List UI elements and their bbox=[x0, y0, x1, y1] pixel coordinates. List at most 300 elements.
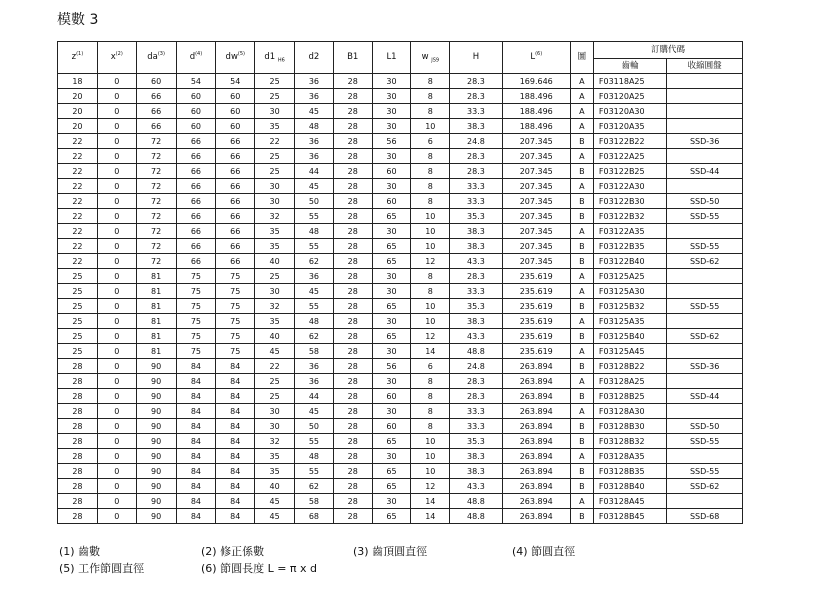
table-cell: 263.894 bbox=[502, 359, 570, 374]
table-row bbox=[58, 104, 743, 119]
table-cell: 33.3 bbox=[450, 404, 502, 419]
col-header-d: $d^{(4)}$ bbox=[176, 42, 216, 74]
table-cell: 84 bbox=[216, 464, 255, 479]
table-cell: 235.619 bbox=[502, 344, 570, 359]
table-cell: 66 bbox=[216, 134, 255, 149]
table-cell: B bbox=[570, 209, 593, 224]
table-cell: 65 bbox=[372, 434, 411, 449]
table-cell: 235.619 bbox=[502, 299, 570, 314]
table-row bbox=[58, 434, 743, 449]
table-cell: 0 bbox=[97, 449, 136, 464]
table-cell: 66 bbox=[176, 179, 216, 194]
table-row bbox=[58, 374, 743, 389]
table-cell: 84 bbox=[216, 509, 255, 524]
table-cell: A bbox=[570, 89, 593, 104]
table-row bbox=[58, 449, 743, 464]
table-cell: F03125B40 bbox=[593, 329, 666, 344]
table-cell: 0 bbox=[97, 74, 136, 89]
table-cell: 38.3 bbox=[450, 464, 502, 479]
table-cell: 8 bbox=[411, 104, 450, 119]
table-cell: 90 bbox=[136, 359, 176, 374]
table-cell: 60 bbox=[136, 74, 176, 89]
table-cell: 48.8 bbox=[450, 344, 502, 359]
table-row bbox=[58, 509, 743, 524]
table-cell: 263.894 bbox=[502, 479, 570, 494]
table-cell: 235.619 bbox=[502, 314, 570, 329]
table-cell: 0 bbox=[97, 269, 136, 284]
table-cell: 90 bbox=[136, 509, 176, 524]
table-cell: 66 bbox=[176, 194, 216, 209]
table-cell: F03120A25 bbox=[593, 89, 666, 104]
table-cell: B bbox=[570, 509, 593, 524]
table-row bbox=[58, 149, 743, 164]
table-cell: 84 bbox=[216, 419, 255, 434]
table-cell: 84 bbox=[176, 449, 216, 464]
table-cell: 25 bbox=[58, 329, 98, 344]
table-cell: 38.3 bbox=[450, 314, 502, 329]
table-row bbox=[58, 314, 743, 329]
table-cell: 22 bbox=[58, 224, 98, 239]
table-cell: 36 bbox=[295, 149, 334, 164]
footnote-6: (6) 節圓長度 L = π x d bbox=[201, 562, 318, 575]
table-cell: A bbox=[570, 149, 593, 164]
table-cell: 66 bbox=[216, 239, 255, 254]
table-cell: A bbox=[570, 74, 593, 89]
table-cell: 38.3 bbox=[450, 449, 502, 464]
table-cell: 55 bbox=[295, 434, 334, 449]
table-cell: SSD-68 bbox=[667, 509, 743, 524]
table-cell: 28 bbox=[333, 239, 372, 254]
table-cell: SSD-55 bbox=[667, 239, 743, 254]
table-cell: 8 bbox=[411, 284, 450, 299]
table-row bbox=[58, 419, 743, 434]
footnote-1: (1) 齒數 bbox=[59, 545, 101, 558]
col-header-d1: d1 $_{H6}$ bbox=[255, 42, 295, 74]
table-cell: 14 bbox=[411, 509, 450, 524]
table-cell: 45 bbox=[295, 404, 334, 419]
table-cell: 72 bbox=[136, 194, 176, 209]
table-cell: 66 bbox=[216, 164, 255, 179]
table-cell: 28.3 bbox=[450, 389, 502, 404]
table-cell: 25 bbox=[255, 89, 295, 104]
table-cell bbox=[667, 344, 743, 359]
table-cell: 0 bbox=[97, 119, 136, 134]
table-cell bbox=[667, 179, 743, 194]
table-cell: 0 bbox=[97, 179, 136, 194]
table-cell: 28 bbox=[58, 509, 98, 524]
table-cell: 60 bbox=[176, 119, 216, 134]
table-row bbox=[58, 344, 743, 359]
col-header-x: $x^{(2)}$ bbox=[97, 42, 136, 74]
table-cell: B bbox=[570, 434, 593, 449]
table-cell: 30 bbox=[255, 404, 295, 419]
table-cell: F03122B40 bbox=[593, 254, 666, 269]
table-cell: 28 bbox=[333, 254, 372, 269]
table-cell: 84 bbox=[176, 359, 216, 374]
table-cell: 48.8 bbox=[450, 509, 502, 524]
table-cell: 0 bbox=[97, 239, 136, 254]
table-cell: 14 bbox=[411, 494, 450, 509]
table-cell: 84 bbox=[176, 464, 216, 479]
table-cell: 188.496 bbox=[502, 89, 570, 104]
table-cell: 60 bbox=[372, 194, 411, 209]
table-cell: 28 bbox=[58, 389, 98, 404]
table-row bbox=[58, 284, 743, 299]
table-cell: 0 bbox=[97, 494, 136, 509]
table-cell: A bbox=[570, 449, 593, 464]
table-cell: 66 bbox=[136, 104, 176, 119]
table-cell: 30 bbox=[372, 344, 411, 359]
table-cell: 60 bbox=[176, 104, 216, 119]
table-cell: 38.3 bbox=[450, 119, 502, 134]
table-cell: SSD-55 bbox=[667, 299, 743, 314]
table-cell: 90 bbox=[136, 464, 176, 479]
table-cell: 207.345 bbox=[502, 179, 570, 194]
table-cell: 263.894 bbox=[502, 464, 570, 479]
table-cell bbox=[667, 74, 743, 89]
table-cell: 28 bbox=[58, 359, 98, 374]
table-row bbox=[58, 194, 743, 209]
table-cell: 90 bbox=[136, 404, 176, 419]
table-cell: F03122B32 bbox=[593, 209, 666, 224]
table-cell: 65 bbox=[372, 509, 411, 524]
table-cell: 36 bbox=[295, 134, 334, 149]
table-cell: 40 bbox=[255, 329, 295, 344]
table-cell: 8 bbox=[411, 389, 450, 404]
table-cell: 235.619 bbox=[502, 269, 570, 284]
table-cell: 25 bbox=[255, 149, 295, 164]
table-cell: F03128B25 bbox=[593, 389, 666, 404]
table-cell: 28.3 bbox=[450, 89, 502, 104]
table-cell: 0 bbox=[97, 464, 136, 479]
table-cell: 0 bbox=[97, 359, 136, 374]
table-row bbox=[58, 329, 743, 344]
table-cell: 8 bbox=[411, 269, 450, 284]
table-cell: 84 bbox=[216, 494, 255, 509]
table-cell: 48 bbox=[295, 224, 334, 239]
table-row bbox=[58, 359, 743, 374]
col-header-l1: L1 bbox=[372, 42, 411, 74]
col-header-b1: B1 bbox=[333, 42, 372, 74]
table-row bbox=[58, 209, 743, 224]
table-cell: 65 bbox=[372, 464, 411, 479]
table-cell: 28 bbox=[333, 464, 372, 479]
table-cell: 33.3 bbox=[450, 284, 502, 299]
table-cell: 84 bbox=[216, 434, 255, 449]
table-cell: 36 bbox=[295, 374, 334, 389]
table-cell: 75 bbox=[216, 269, 255, 284]
table-cell: 66 bbox=[216, 149, 255, 164]
table-cell: 30 bbox=[372, 89, 411, 104]
table-cell bbox=[667, 374, 743, 389]
table-cell: 66 bbox=[216, 194, 255, 209]
table-cell: 8 bbox=[411, 149, 450, 164]
table-row bbox=[58, 74, 743, 89]
table-row bbox=[58, 299, 743, 314]
table-cell: 60 bbox=[216, 104, 255, 119]
table-cell: 62 bbox=[295, 329, 334, 344]
table-cell bbox=[667, 104, 743, 119]
table-cell: 66 bbox=[216, 254, 255, 269]
table-cell: F03128B40 bbox=[593, 479, 666, 494]
table-cell: 10 bbox=[411, 299, 450, 314]
table-cell bbox=[667, 149, 743, 164]
table-cell: 60 bbox=[372, 389, 411, 404]
table-cell: 207.345 bbox=[502, 194, 570, 209]
table-cell: 66 bbox=[216, 209, 255, 224]
table-cell: 25 bbox=[255, 269, 295, 284]
table-cell: 65 bbox=[372, 329, 411, 344]
col-header-l: $L^{(6)}$ bbox=[502, 42, 570, 74]
table-cell: 38.3 bbox=[450, 239, 502, 254]
table-cell: 44 bbox=[295, 164, 334, 179]
table-cell: 58 bbox=[295, 344, 334, 359]
table-cell bbox=[667, 119, 743, 134]
table-row bbox=[58, 269, 743, 284]
table-cell: 48 bbox=[295, 119, 334, 134]
table-cell: 75 bbox=[216, 284, 255, 299]
table-cell: 10 bbox=[411, 464, 450, 479]
table-cell: F03128B30 bbox=[593, 419, 666, 434]
table-cell: 54 bbox=[216, 74, 255, 89]
table-cell: 75 bbox=[176, 269, 216, 284]
table-cell: 10 bbox=[411, 119, 450, 134]
table-cell: 84 bbox=[176, 389, 216, 404]
col-header-da: $da^{(3)}$ bbox=[136, 42, 176, 74]
table-cell: 60 bbox=[216, 89, 255, 104]
table-cell: 81 bbox=[136, 299, 176, 314]
table-cell: 66 bbox=[176, 149, 216, 164]
table-cell: SSD-55 bbox=[667, 209, 743, 224]
table-cell: 84 bbox=[216, 479, 255, 494]
table-cell: 8 bbox=[411, 74, 450, 89]
col-header-d2: d2 bbox=[295, 42, 334, 74]
table-cell: 8 bbox=[411, 194, 450, 209]
footnote-2: (2) 修正係數 bbox=[201, 545, 265, 558]
table-cell: SSD-50 bbox=[667, 194, 743, 209]
page-title: 模數 3 bbox=[57, 12, 99, 28]
table-cell: 22 bbox=[58, 179, 98, 194]
table-cell: B bbox=[570, 329, 593, 344]
table-cell: F03122B35 bbox=[593, 239, 666, 254]
table-cell: 25 bbox=[58, 344, 98, 359]
table-cell: 20 bbox=[58, 119, 98, 134]
table-cell: 0 bbox=[97, 104, 136, 119]
table-cell: 65 bbox=[372, 209, 411, 224]
table-cell: 0 bbox=[97, 419, 136, 434]
table-cell: 22 bbox=[255, 359, 295, 374]
table-cell bbox=[667, 224, 743, 239]
table-cell: 81 bbox=[136, 344, 176, 359]
table-cell: 72 bbox=[136, 149, 176, 164]
table-cell: 30 bbox=[255, 104, 295, 119]
table-cell: 62 bbox=[295, 254, 334, 269]
table-cell: 45 bbox=[255, 494, 295, 509]
table-cell: A bbox=[570, 344, 593, 359]
table-cell: 54 bbox=[176, 74, 216, 89]
table-cell: 84 bbox=[176, 509, 216, 524]
table-cell: 25 bbox=[58, 269, 98, 284]
table-cell: 90 bbox=[136, 389, 176, 404]
table-cell: B bbox=[570, 479, 593, 494]
table-cell: 28 bbox=[333, 149, 372, 164]
table-cell: 28 bbox=[58, 449, 98, 464]
table-cell: 28 bbox=[333, 164, 372, 179]
table-cell: 90 bbox=[136, 434, 176, 449]
table-cell: A bbox=[570, 269, 593, 284]
table-cell: 10 bbox=[411, 239, 450, 254]
table-cell: A bbox=[570, 284, 593, 299]
table-row bbox=[58, 464, 743, 479]
table-row bbox=[58, 224, 743, 239]
table-cell: B bbox=[570, 299, 593, 314]
table-cell: 45 bbox=[295, 284, 334, 299]
table-cell: 28 bbox=[333, 299, 372, 314]
table-cell: 84 bbox=[216, 389, 255, 404]
table-cell: A bbox=[570, 374, 593, 389]
table-cell: 28 bbox=[333, 209, 372, 224]
table-cell: 0 bbox=[97, 479, 136, 494]
table-cell: A bbox=[570, 104, 593, 119]
table-cell bbox=[667, 314, 743, 329]
table-cell: 35.3 bbox=[450, 299, 502, 314]
table-cell: 45 bbox=[255, 344, 295, 359]
table-cell: 84 bbox=[176, 434, 216, 449]
table-cell: 25 bbox=[58, 284, 98, 299]
table-cell: B bbox=[570, 464, 593, 479]
table-cell: 0 bbox=[97, 389, 136, 404]
table-cell: 72 bbox=[136, 224, 176, 239]
table-cell: 28 bbox=[333, 344, 372, 359]
table-cell: F03128A45 bbox=[593, 494, 666, 509]
table-cell: 28 bbox=[58, 404, 98, 419]
table-cell: SSD-62 bbox=[667, 479, 743, 494]
table-cell: 263.894 bbox=[502, 389, 570, 404]
table-cell: 66 bbox=[176, 164, 216, 179]
table-cell bbox=[667, 494, 743, 509]
table-cell: 65 bbox=[372, 239, 411, 254]
table-cell: 28 bbox=[333, 224, 372, 239]
table-cell: 0 bbox=[97, 329, 136, 344]
table-cell: F03125A45 bbox=[593, 344, 666, 359]
table-cell: 84 bbox=[216, 359, 255, 374]
col-header-figure: 圖 bbox=[570, 42, 593, 74]
table-cell: 35 bbox=[255, 314, 295, 329]
table-cell: 28 bbox=[333, 419, 372, 434]
table-cell: 24.8 bbox=[450, 359, 502, 374]
table-cell: 30 bbox=[255, 284, 295, 299]
col-header-gear: 齒輪 bbox=[593, 59, 666, 74]
table-cell: 30 bbox=[255, 419, 295, 434]
table-cell: 32 bbox=[255, 209, 295, 224]
col-header-shrink-disk: 收縮圓盤 bbox=[667, 59, 743, 74]
table-cell: F03120A35 bbox=[593, 119, 666, 134]
table-cell: 28 bbox=[333, 314, 372, 329]
table-cell: 0 bbox=[97, 314, 136, 329]
table-cell: 28.3 bbox=[450, 269, 502, 284]
table-cell: 50 bbox=[295, 194, 334, 209]
table-cell: 10 bbox=[411, 314, 450, 329]
table-cell: 72 bbox=[136, 134, 176, 149]
table-cell: A bbox=[570, 224, 593, 239]
table-body bbox=[58, 74, 743, 524]
table-cell: 25 bbox=[58, 299, 98, 314]
table-cell: 60 bbox=[372, 164, 411, 179]
table-cell: 35.3 bbox=[450, 209, 502, 224]
table-cell: 56 bbox=[372, 134, 411, 149]
table-cell: 22 bbox=[58, 254, 98, 269]
table-cell: 22 bbox=[58, 134, 98, 149]
table-cell: 28 bbox=[333, 194, 372, 209]
table-cell: 84 bbox=[216, 449, 255, 464]
table-cell: 263.894 bbox=[502, 449, 570, 464]
table-cell: 28 bbox=[333, 449, 372, 464]
table-cell: 10 bbox=[411, 224, 450, 239]
table-cell: B bbox=[570, 134, 593, 149]
table-cell: F03122B22 bbox=[593, 134, 666, 149]
table-cell: F03128B22 bbox=[593, 359, 666, 374]
table-cell: F03122A30 bbox=[593, 179, 666, 194]
table-cell: 84 bbox=[176, 419, 216, 434]
table-cell: 58 bbox=[295, 494, 334, 509]
table-cell: B bbox=[570, 419, 593, 434]
table-cell: 207.345 bbox=[502, 134, 570, 149]
table-cell: 66 bbox=[176, 209, 216, 224]
table-cell: 84 bbox=[216, 404, 255, 419]
table-cell: 25 bbox=[255, 164, 295, 179]
table-cell: 12 bbox=[411, 479, 450, 494]
table-cell: 84 bbox=[216, 374, 255, 389]
table-cell: 35 bbox=[255, 224, 295, 239]
table-cell: 28 bbox=[333, 74, 372, 89]
table-cell: 0 bbox=[97, 224, 136, 239]
table-cell: 28 bbox=[333, 404, 372, 419]
table-cell: 6 bbox=[411, 359, 450, 374]
table-cell: 0 bbox=[97, 344, 136, 359]
table-cell: 55 bbox=[295, 464, 334, 479]
table-cell: 66 bbox=[136, 119, 176, 134]
gear-spec-table bbox=[57, 41, 743, 524]
table-cell: B bbox=[570, 239, 593, 254]
table-cell: 75 bbox=[216, 314, 255, 329]
table-row bbox=[58, 164, 743, 179]
table-cell: A bbox=[570, 404, 593, 419]
table-cell: 20 bbox=[58, 89, 98, 104]
table-cell: 188.496 bbox=[502, 119, 570, 134]
table-row bbox=[58, 239, 743, 254]
table-cell: 75 bbox=[176, 329, 216, 344]
table-cell: 30 bbox=[372, 449, 411, 464]
table-row bbox=[58, 134, 743, 149]
table-cell: 14 bbox=[411, 344, 450, 359]
table-cell: 30 bbox=[372, 104, 411, 119]
table-row bbox=[58, 254, 743, 269]
table-cell: 6 bbox=[411, 134, 450, 149]
table-row bbox=[58, 119, 743, 134]
table-cell: F03128B45 bbox=[593, 509, 666, 524]
table-cell: 48 bbox=[295, 449, 334, 464]
table-cell: B bbox=[570, 164, 593, 179]
table-cell: 263.894 bbox=[502, 404, 570, 419]
table-cell: 66 bbox=[176, 224, 216, 239]
table-cell: 28 bbox=[333, 134, 372, 149]
table-cell: F03122B30 bbox=[593, 194, 666, 209]
table-cell: 24.8 bbox=[450, 134, 502, 149]
table-cell: 22 bbox=[58, 239, 98, 254]
table-cell: 35 bbox=[255, 449, 295, 464]
table-cell: 40 bbox=[255, 479, 295, 494]
table-cell: A bbox=[570, 119, 593, 134]
